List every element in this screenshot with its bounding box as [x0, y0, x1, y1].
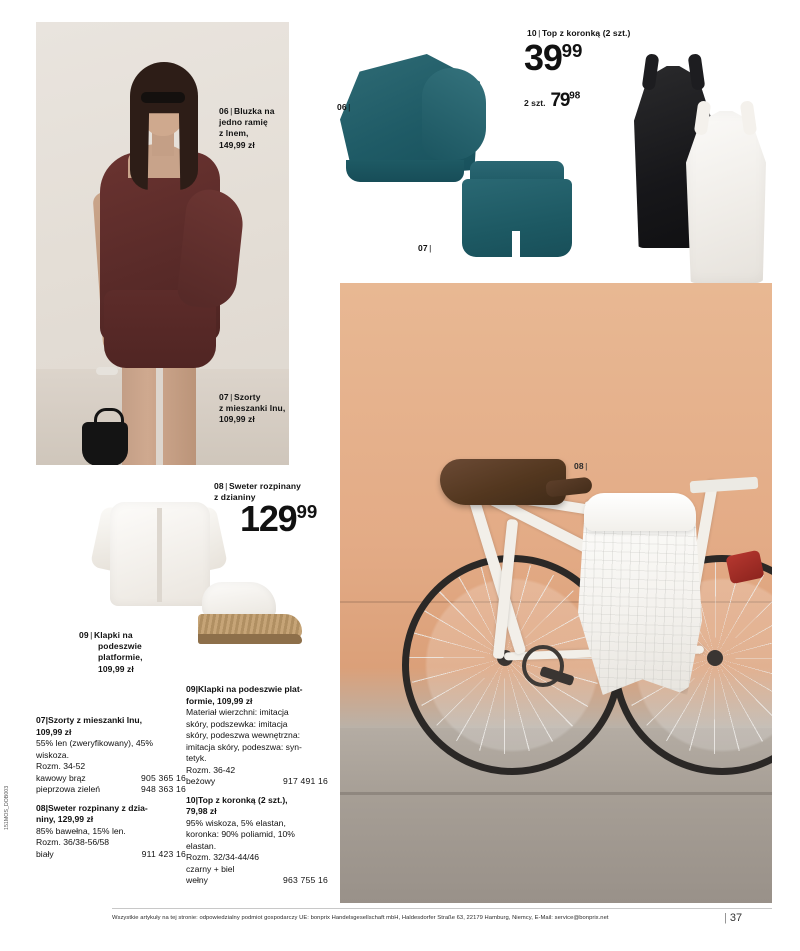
- photo-platform-slide: [196, 576, 308, 654]
- detail-slides-line6: Rozm. 36-42: [186, 764, 236, 775]
- detail-lace-top-heading: 10|Top z koronką (2 szt.),: [186, 794, 288, 805]
- detail-lace-top-variant-1: [186, 864, 328, 876]
- detail-slides-title2: formie, 109,99 zł: [186, 695, 253, 706]
- detail-lace-top-line4: Rozm. 32/34-44/46: [186, 852, 260, 863]
- detail-shorts-line2: wiskoza.: [36, 749, 69, 760]
- details-left-column: [36, 715, 186, 860]
- rear-rack: [690, 477, 759, 494]
- bracelet: [96, 367, 118, 375]
- variant-name: beżowy: [186, 776, 216, 787]
- price-multi-dec: 98: [569, 90, 581, 102]
- detail-slides-line3: skóry, podeszwa wewnętrzna:: [186, 730, 300, 741]
- photo-teal-shorts: [452, 155, 582, 280]
- variant-name: kawowy brąz: [36, 772, 86, 783]
- callout-slides-line2: podeszwie: [98, 641, 142, 652]
- callout-blouse-line3: z lnem,: [219, 128, 249, 139]
- pavement-seam: [340, 792, 772, 795]
- detail-shorts-variant-2: [36, 784, 186, 796]
- callout-shorts-line1: Szorty: [233, 392, 261, 402]
- callout-slides: 09 | Klapki na podeszwie platformie, 109,99 zł: [79, 630, 143, 674]
- detail-lace-top-code: 10: [186, 794, 196, 805]
- price-lace-top-multi: [524, 92, 580, 109]
- callout-cardigan-line1: Sweter rozpinany: [228, 481, 301, 491]
- callout-lace-top-header: 10 | Top z koronką (2 szt.): [527, 28, 631, 38]
- price-cardigan-dec: 99: [296, 501, 318, 522]
- detail-cardigan-title2: niny, 129,99 zł: [36, 814, 94, 825]
- price-multi-label: 2 szt.: [524, 98, 546, 108]
- draped-cardigan-fold: [584, 493, 696, 531]
- photo-bicycle-scene: [340, 283, 772, 903]
- footer-divider: [112, 908, 772, 909]
- footer-legal-text: [112, 915, 712, 923]
- footer-legal-value: Wszystkie artykuły na tej stronie: odpowiedzialny podmiot gospodarczy UE: bonprix Handelsgesellschaft mbH, Haldesdorfer Straße 63, 22179 Hamburg, Niemcy, E-Mail: service@bonprix.net: [112, 915, 609, 921]
- detail-lace-top-variant-2: [186, 875, 328, 887]
- variant-number: 911 423 16: [141, 848, 186, 859]
- slide-upper: [202, 582, 276, 618]
- callout-blouse-line2: jedno ramię: [219, 117, 268, 128]
- handbag: [82, 422, 128, 465]
- cardigan-placket: [157, 508, 162, 602]
- callout-blouse-code: 06: [219, 106, 229, 116]
- detail-cardigan-heading: 08|Sweter rozpinany z dzia-: [36, 802, 148, 813]
- sunglasses-icon: [141, 92, 185, 103]
- callout-slides-line1: Klapki na: [93, 630, 133, 640]
- blouse-sleeve: [176, 187, 246, 310]
- side-print-code-value: 151MOS_DOB003: [4, 785, 10, 830]
- variant-number: 905 365 16: [140, 772, 186, 783]
- callout-shorts-line3: 109,99 zł: [219, 414, 255, 425]
- detail-lace-top-line1: 95% wiskoza, 5% elastan,: [186, 817, 286, 828]
- detail-cardigan-line1: 85% bawełna, 15% len.: [36, 825, 126, 836]
- details-right-column: [186, 684, 328, 887]
- detail-shorts-title: Szorty z mieszanki lnu,: [47, 715, 143, 725]
- detail-cardigan-title: Sweter rozpinany z dzia-: [47, 802, 148, 813]
- detail-cardigan-line2: Rozm. 36/38-56/58: [36, 837, 110, 848]
- teal-shorts-split: [512, 231, 520, 261]
- page-number-value: 37: [729, 912, 743, 924]
- price-lace-top: [524, 37, 583, 78]
- detail-slides-title: Klapki na podeszwie plat-: [197, 684, 303, 694]
- detail-shorts: [36, 715, 186, 796]
- detail-shorts-line3: Rozm. 34-52: [36, 761, 86, 772]
- saddle-nose: [545, 477, 592, 498]
- detail-slides: [186, 684, 328, 788]
- page-number: | 37: [724, 912, 743, 924]
- detail-cardigan-variant-1: [36, 849, 186, 861]
- photo-code-teal-shorts-value: 07: [418, 243, 428, 253]
- callout-slides-line4: 109,99 zł: [98, 663, 134, 674]
- price-lace-top-int: 39: [524, 37, 562, 78]
- white-tank-body: [686, 111, 766, 283]
- slide-sole-base: [198, 634, 302, 644]
- callout-shorts-code: 07: [219, 392, 229, 402]
- callout-lace-top-title: Top z koronką (2 szt.): [541, 28, 631, 38]
- photo-code-teal-shorts: 07 |: [418, 243, 432, 253]
- callout-blouse: 06 | Bluzka na jedno ramię z lnem, 149,99 zł: [219, 106, 275, 150]
- detail-slides-variant-1: [186, 776, 328, 788]
- side-print-code: [4, 786, 10, 830]
- photo-code-bike-cardigan-value: 08: [574, 461, 584, 471]
- price-cardigan: [240, 498, 318, 539]
- teal-blouse-sleeve: [422, 68, 486, 160]
- photo-code-teal-top: 06 |: [337, 102, 351, 112]
- variant-name: pieprzowa zieleń: [36, 784, 101, 795]
- front-hub: [707, 650, 723, 666]
- detail-slides-code: 09: [186, 684, 196, 694]
- detail-cardigan: [36, 803, 186, 861]
- variant-name: czarny + biel: [186, 863, 235, 874]
- callout-blouse-line4: 149,99 zł: [219, 139, 255, 150]
- variant-name: biały: [36, 848, 54, 859]
- teal-blouse-hem: [346, 160, 464, 182]
- detail-slides-line1: Materiał wierzchni: imitacja: [186, 707, 289, 718]
- photo-code-bike-cardigan: 08 |: [574, 461, 588, 471]
- detail-cardigan-code: 08: [36, 802, 46, 813]
- callout-shorts: 07 | Szorty z mieszanki lnu, 109,99 zł: [219, 392, 286, 425]
- detail-lace-top-title: Top z koronką (2 szt.),: [197, 794, 288, 805]
- detail-lace-top-line3: elastan.: [186, 840, 217, 851]
- photo-code-teal-top-value: 06: [337, 102, 347, 112]
- detail-slides-line4: imitacja skóry, podeszwa: syn-: [186, 741, 302, 752]
- detail-slides-line2: skóry, podszewka: imitacja: [186, 718, 288, 729]
- photo-white-tank-top: [680, 95, 772, 290]
- callout-blouse-line1: Bluzka na: [233, 106, 275, 116]
- detail-shorts-variant-1: [36, 773, 186, 785]
- callout-shorts-line2: z mieszanki lnu,: [219, 403, 286, 414]
- callout-cardigan: 08 | Sweter rozpinany z dzianiny: [214, 481, 301, 503]
- callout-cardigan-line2: z dzianiny: [214, 492, 256, 503]
- detail-lace-top-title2: 79,98 zł: [186, 806, 217, 817]
- detail-shorts-code: 07: [36, 715, 46, 725]
- callout-lace-top-code: 10: [527, 28, 537, 38]
- callout-cardigan-code: 08: [214, 481, 224, 491]
- variant-number: 917 491 16: [282, 776, 328, 787]
- detail-shorts-price: 109,99 zł: [36, 726, 72, 737]
- callout-slides-code: 09: [79, 630, 89, 640]
- variant-name: wełny: [186, 875, 208, 886]
- price-lace-top-dec: 99: [561, 40, 583, 61]
- variant-number: 963 755 16: [282, 875, 328, 886]
- detail-lace-top: [186, 795, 328, 887]
- detail-slides-heading: 09|Klapki na podeszwie plat-: [186, 684, 303, 694]
- price-multi-int: 79: [550, 90, 570, 111]
- detail-slides-line5: tetyk.: [186, 753, 207, 764]
- detail-lace-top-line2: koronka: 90% poliamid, 10%: [186, 829, 295, 840]
- price-cardigan-int: 129: [240, 498, 297, 539]
- callout-slides-line3: platformie,: [98, 652, 143, 663]
- variant-number: 948 363 16: [140, 784, 186, 795]
- detail-shorts-heading: 07|Szorty z mieszanki lnu,: [36, 715, 143, 725]
- detail-shorts-line1: 55% len (zweryfikowany), 45%: [36, 738, 154, 749]
